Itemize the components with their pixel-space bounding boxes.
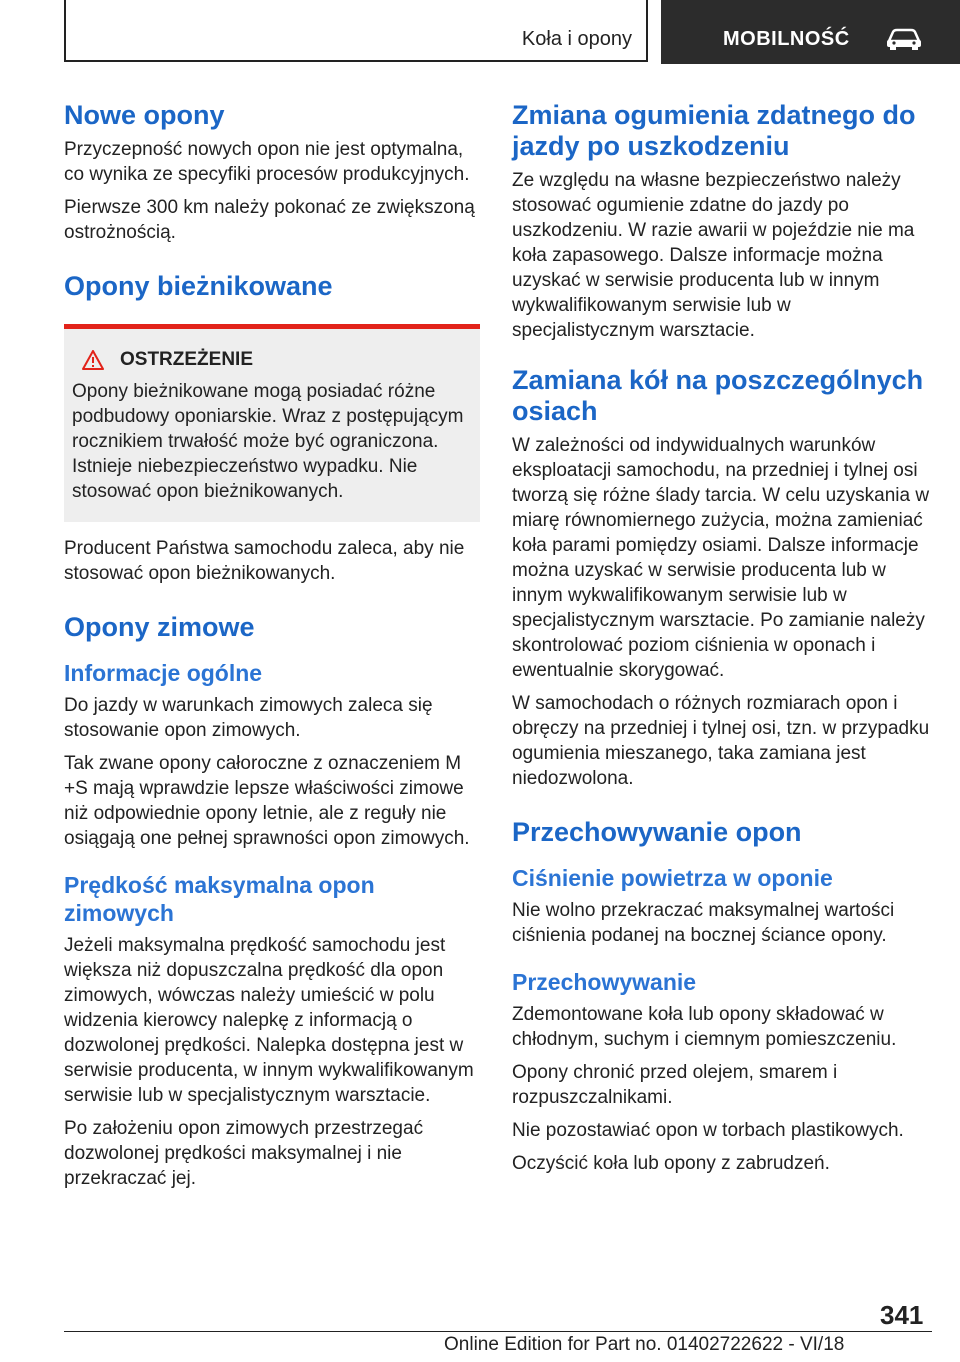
warning-header (72, 349, 470, 371)
left-column (64, 100, 480, 1191)
paragraph: Jeżeli maksymalna prędkość samochodu jest większa niż dopuszczalna prędkość dla opon zimowych, wówczas należy umieścić w polu widzenia kierowcy nalepkę z informacją o dozwolonej prędkości. Nalepka dostępna jest w serwisie producenta, w innym wykwalifikowanym serwisie lub w specjalistycznym warsztacie. (64, 935, 474, 1106)
paragraph: Nie pozostawiać opon w torbach plastikowych. (512, 1120, 904, 1141)
heading-nowe-opony: Nowe opony (64, 100, 225, 130)
section-title: Koła i opony (521, 28, 632, 50)
paragraph: Tak zwane opony całoroczne z oznaczeniem M +S mają wprawdzie lepsze właściwości zimowe niż odpowiednie opony letnie, ale z reguły nie osiągają one pełnej sprawności opon zimowych. (64, 753, 470, 849)
paragraph: Oczyścić koła lub opony z zabrudzeń. (512, 1153, 830, 1174)
paragraph: Nie wolno przekraczać maksymalnej wartości ciśnienia podanej na bocznej ściance opony. (512, 900, 895, 946)
subheading-przechowywanie: Przechowywanie (512, 969, 697, 995)
chapter-title: MOBILNOŚĆ (723, 28, 850, 50)
warning-box (64, 324, 480, 522)
paragraph: Opony chronić przed olejem, smarem i rozpuszczalnikami. (512, 1062, 838, 1108)
paragraph: Po założeniu opon zimowych przestrzegać dozwolonej prędkości maksymalnej i nie przekraczać jej. (64, 1118, 424, 1189)
chapter-tab (661, 0, 960, 64)
paragraph: Producent Państwa samochodu zaleca, aby nie stosować opon bieżnikowanych. (64, 538, 465, 584)
subheading-predkosc-maksymalna: Prędkość maksymalna opon zimowych (64, 872, 375, 926)
edition-note: Online Edition for Part no. 01402722622 - VI/18 (444, 1334, 845, 1355)
paragraph: W zależności od indywidualnych warunków eksploatacji samochodu, na przedniej i tylnej osi tworzą się różne ślady tarcia. W celu uzyskania w miarę równomiernego zużycia, można zamieniać koła parami pomiędzy osiami. Dalsze informacje można uzyskać w serwisie producenta lub w innym wykwalifikowanym serwisie lub w specjalistycznym warsztacie. Po zamianie należy skontrolować poziom ciśnienia w oponach i ewentualnie skorygować. (512, 435, 930, 681)
heading-opony-zimowe: Opony zimowe (64, 612, 255, 642)
right-column (512, 100, 932, 1176)
heading-przechowywanie-opon: Przechowywanie opon (512, 817, 802, 847)
paragraph: Ze względu na własne bezpieczeństwo należy stosować ogumienie zdatne do jazdy po uszkodzeniu. W razie awarii w pojeździe nie ma koła zapasowego. Dalsze informacje można uzyskać w serwisie producenta lub w innym wykwalifikowanym serwisie lub w specjalistycznym warsztacie. (512, 170, 915, 341)
paragraph: Do jazdy w warunkach zimowych zaleca się stosowanie opon zimowych. (64, 695, 433, 741)
footer-divider (64, 1331, 932, 1332)
header-section-box (64, 0, 648, 62)
car-icon (886, 28, 922, 50)
heading-zamiana-kol: Zamiana kół na poszczególnych osiach (512, 365, 924, 426)
paragraph: W samochodach o różnych rozmiarach opon i obręczy na przedniej i tylnej osi, tzn. w przypadku ogumienia mieszanego, taka zamiana jest niedozwolona. (512, 693, 930, 789)
paragraph: Przyczepność nowych opon nie jest optymalna, co wynika ze specyfiki procesów produkcyjnych. (64, 139, 470, 185)
paragraph: Zdemontowane koła lub opony składować w chłodnym, suchym i ciemnym pomieszczeniu. (512, 1004, 897, 1050)
subheading-informacje-ogolne: Informacje ogólne (64, 660, 263, 686)
subheading-cisnienie-powietrza: Ciśnienie powietrza w oponie (512, 865, 833, 891)
warning-title: OSTRZEŻENIE (120, 349, 254, 370)
warning-triangle-icon (82, 350, 104, 370)
warning-text: Opony bieżnikowane mogą posiadać różne podbudowy oponiarskie. Wraz z postępującym rocznikiem trwałość może być ograniczona. Istnieje niebezpieczeństwo wypadku. Nie stosować opon bieżnikowanych. (72, 381, 464, 502)
page-number: 341 (880, 1300, 924, 1330)
heading-opony-bieznikowane: Opony bieżnikowane (64, 271, 333, 301)
paragraph: Pierwsze 300 km należy pokonać ze zwiększoną ostrożnością. (64, 197, 475, 243)
heading-zmiana-ogumienia: Zmiana ogumienia zdatnego do jazdy po uszkodzeniu (512, 100, 916, 161)
